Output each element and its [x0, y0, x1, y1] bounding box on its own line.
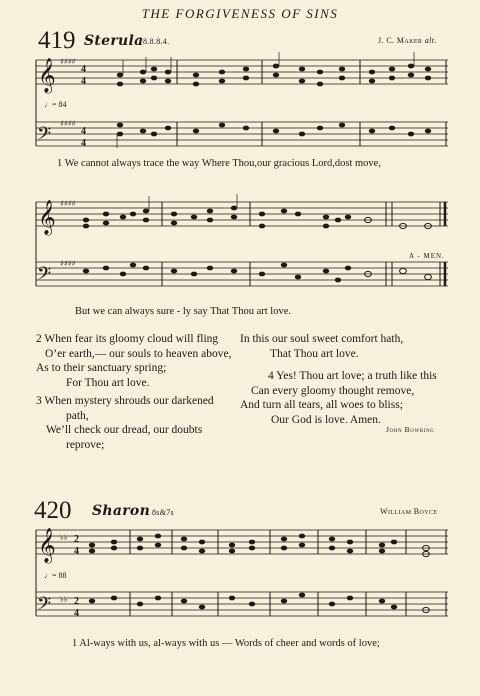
- stanza-2: 2 When fear its gloomy cloud will fling O’er earth,— our souls to heaven above, As to their sanctuary spring; For Thou art love.: [36, 333, 232, 389]
- treble-staff: [36, 530, 448, 554]
- svg-text:2: 2: [74, 596, 79, 607]
- meter: 8.8.8.4.: [143, 37, 170, 46]
- treble-staff: [36, 60, 448, 84]
- bass-clef: 𝄢: [37, 594, 52, 619]
- bass-clef: 𝄢: [37, 264, 52, 289]
- treble-clef: 𝄞: [38, 58, 56, 93]
- hymn-number: 419: [38, 27, 76, 54]
- svg-text:4: 4: [74, 608, 79, 619]
- tune-name: Sharon: [92, 503, 151, 519]
- tempo-mark: ♩= 84: [44, 100, 67, 109]
- music-system-1: [36, 56, 450, 152]
- page-header: THE FORGIVENESS OF SINS: [141, 6, 339, 21]
- key-signature: ♯♯♯♯: [60, 199, 76, 208]
- hymn-number: 420: [34, 497, 72, 524]
- notes: [89, 534, 430, 613]
- svg-text:♭♭: ♭♭: [60, 595, 68, 604]
- music-system-2: [36, 198, 450, 294]
- svg-text:4: 4: [81, 138, 86, 149]
- bass-staff: [36, 122, 448, 146]
- stanza-3-continued: In this our soul sweet comfort hath, That Thou art love.: [240, 333, 404, 360]
- composer-name: J. C. Maker: [378, 36, 423, 45]
- bass-staff: [36, 592, 448, 616]
- key-signature: ♭♭: [60, 533, 68, 542]
- svg-text:♯♯♯♯: ♯♯♯♯: [60, 259, 76, 268]
- time-signature: 2: [74, 534, 79, 545]
- composer: William Boyce: [380, 507, 438, 516]
- amen-label: A - MEN.: [409, 252, 445, 260]
- stanza-4: 4 Yes! Thou art love; a truth like this Can every gloomy thought remove, And turn all tears, all woes to bliss; Our God is love. Amen.: [240, 370, 437, 426]
- svg-text:4: 4: [81, 76, 86, 87]
- tune-name: Sterula: [84, 33, 144, 49]
- treble-clef: 𝄞: [38, 200, 56, 235]
- key-signature: ♯♯♯♯: [60, 57, 76, 66]
- composer: [378, 36, 437, 45]
- music-system-3: [36, 526, 450, 622]
- time-signature: 4: [81, 64, 86, 75]
- composer-note: alt.: [424, 36, 437, 45]
- meter: 8s&7s: [152, 508, 174, 517]
- treble-clef: 𝄞: [38, 528, 56, 563]
- svg-text:♯♯♯♯: ♯♯♯♯: [60, 119, 76, 128]
- notes: [83, 194, 432, 282]
- lyric-line: But we can always sure - ly say That Thou art love.: [75, 306, 291, 317]
- lyric-line: 1 We cannot always trace the way Where Thou,our gracious Lord,dost move,: [57, 158, 381, 169]
- stanza-3: 3 When mystery shrouds our darkened path, We’ll check our dread, our doubts reprove;: [36, 395, 214, 451]
- lyric-line: 1 Al-ways with us, al-ways with us — Words of cheer and words of love;: [72, 638, 380, 649]
- svg-text:4: 4: [74, 546, 79, 557]
- svg-text:4: 4: [81, 126, 86, 137]
- tempo-mark: ♩= 88: [44, 571, 67, 580]
- author: John Bowring: [386, 425, 435, 434]
- bass-clef: 𝄢: [37, 124, 52, 149]
